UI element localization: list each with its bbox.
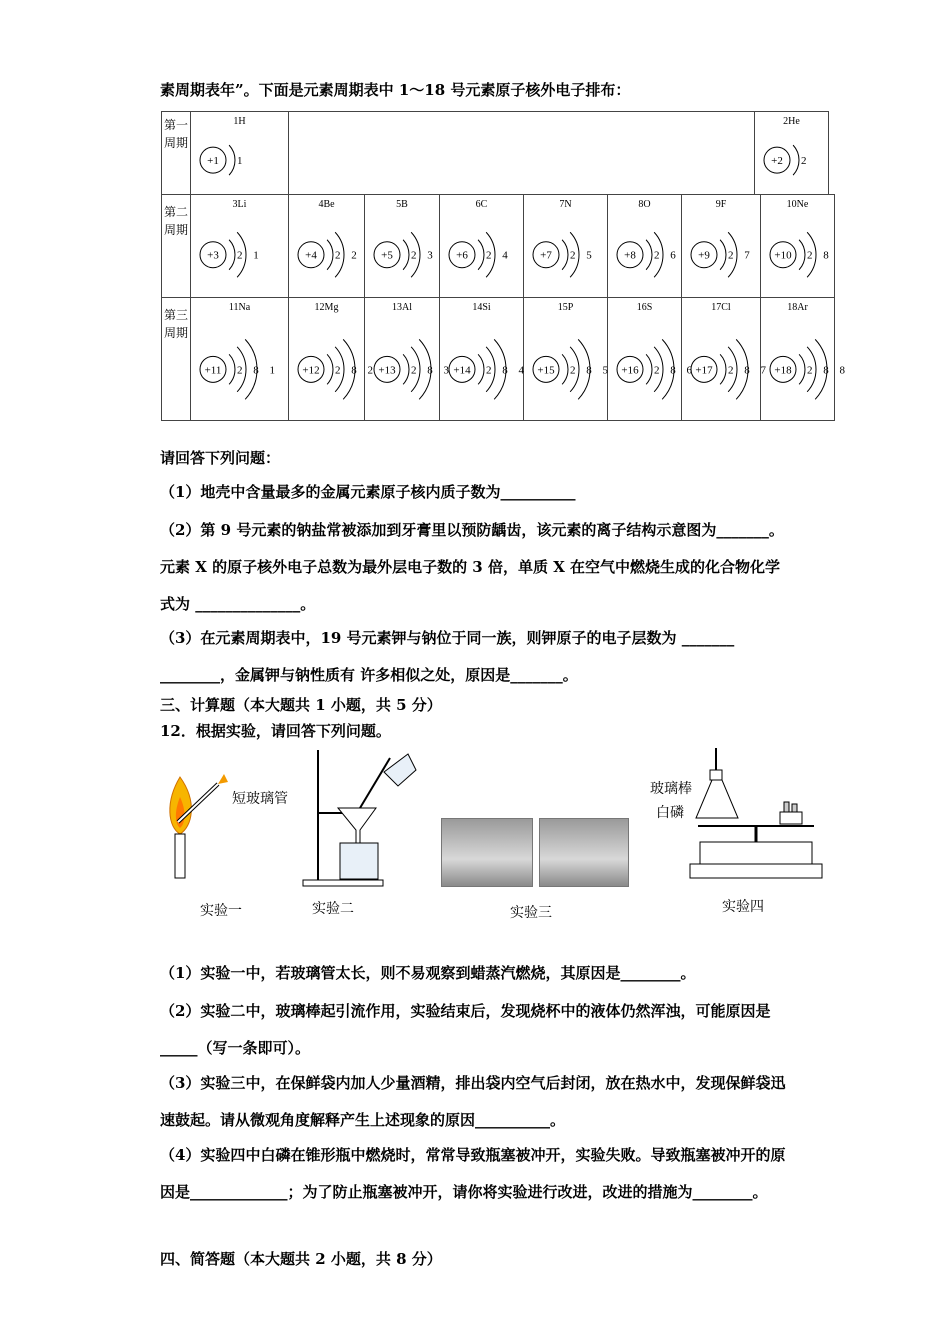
nucleus-charge: +3 — [207, 249, 219, 262]
atom-structure-diagram — [191, 195, 289, 298]
electron-shell-arc — [562, 354, 568, 384]
element-cell — [682, 195, 761, 298]
shell-electron-counts: 2 5 — [570, 249, 596, 262]
element-cell — [761, 298, 849, 421]
nucleus-charge: +12 — [302, 364, 320, 377]
periodic-table-period3 — [161, 297, 849, 421]
element-cell — [608, 298, 696, 421]
period-label: 第二周期 — [162, 195, 191, 298]
electron-shell-arc — [793, 145, 799, 175]
atom-structure-diagram — [761, 298, 849, 421]
element-cell — [608, 195, 682, 298]
element-symbol: 11Na — [228, 302, 251, 313]
element-symbol: 7N — [559, 199, 572, 210]
photo-before-heating — [441, 818, 533, 887]
element-symbol: 8O — [638, 199, 651, 210]
section-3-heading: 三、计算题（本大题共 1 小题，共 5 分） — [160, 696, 442, 714]
nucleus-charge: +18 — [774, 364, 792, 377]
atom-structure-diagram — [365, 195, 440, 298]
shell-electron-counts: 2 8 3 — [411, 364, 453, 377]
element-cell — [191, 112, 289, 195]
label-exp3: 实验三 — [510, 905, 552, 921]
q12-part4: （4）实验四中白磷在锥形瓶中燃烧时，常常导致瓶塞被冲开，实验失败。导致瓶塞被冲开的原因是_____________；为了防止瓶塞被冲开，请你将实验进行改进，改进的措施为________。 — [160, 1146, 786, 1201]
atom-structure-diagram — [365, 298, 453, 421]
shell-electron-counts: 2 6 — [654, 249, 680, 262]
element-symbol: 17Cl — [711, 302, 731, 313]
shell-electron-counts: 2 8 8 — [807, 364, 849, 377]
element-symbol: 1H — [233, 116, 246, 127]
nucleus-charge: +10 — [774, 249, 792, 262]
electron-shell-arc — [646, 240, 652, 270]
shell-electron-counts: 1 — [237, 155, 247, 168]
element-symbol: 16S — [636, 302, 653, 313]
element-cell — [761, 195, 835, 298]
element-symbol: 6C — [475, 199, 488, 210]
shell-electron-counts: 2 8 2 — [335, 364, 377, 377]
element-cell — [682, 298, 770, 421]
nucleus-charge: +1 — [207, 155, 219, 168]
element-cell — [755, 112, 829, 195]
shell-electron-counts: 2 8 1 — [237, 364, 279, 377]
electron-shell-arc — [229, 145, 235, 175]
photo-after-heating — [539, 818, 629, 887]
element-symbol: 12Mg — [314, 302, 339, 313]
shell-electron-counts: 2 — [801, 155, 811, 168]
element-symbol: 2He — [783, 116, 800, 127]
atom-structure-diagram — [524, 195, 608, 298]
electron-shell-arc — [646, 354, 652, 384]
electron-shell-arc — [229, 240, 235, 270]
nucleus-charge: +17 — [695, 364, 713, 377]
element-cell — [289, 195, 365, 298]
atom-structure-diagram — [755, 112, 829, 195]
element-cell — [289, 298, 377, 421]
shell-electron-counts: 2 8 6 — [654, 364, 696, 377]
shell-electron-counts: 2 1 — [237, 249, 263, 262]
element-cell — [365, 195, 440, 298]
nucleus-charge: +11 — [204, 364, 222, 377]
element-cell — [440, 195, 524, 298]
atom-structure-diagram — [682, 195, 761, 298]
q12-part1: （1）实验一中，若玻璃管太长，则不易观察到蜡蒸汽燃烧，其原因是________。 — [160, 964, 696, 982]
electron-shell-arc — [799, 354, 805, 384]
periodic-table-period2 — [161, 194, 835, 298]
atom-structure-diagram — [608, 298, 696, 421]
nucleus-charge: +4 — [305, 249, 317, 262]
element-symbol: 3Li — [232, 199, 247, 210]
period-label: 第一周期 — [162, 112, 191, 195]
electron-shell-arc — [403, 240, 409, 270]
element-symbol: 9F — [715, 199, 727, 210]
element-symbol: 4Be — [318, 199, 335, 210]
q12-title: 12．根据实验，请回答下列问题。 — [160, 722, 391, 740]
label-white-phosphorus: 白磷 — [656, 805, 684, 821]
label-exp4: 实验四 — [722, 899, 764, 915]
label-short-glass-tube: 短玻璃管 — [232, 791, 288, 807]
balance-experiment-figure — [688, 744, 828, 889]
element-symbol: 13Al — [392, 302, 412, 313]
electron-shell-arc — [720, 240, 726, 270]
atom-structure-diagram — [524, 298, 612, 421]
nucleus-charge: +16 — [621, 364, 639, 377]
nucleus-charge: +6 — [456, 249, 468, 262]
section-4-heading: 四、简答题（本大题共 2 小题，共 8 分） — [160, 1250, 442, 1268]
electron-shell-arc — [229, 354, 235, 384]
electron-shell-arc — [478, 240, 484, 270]
period-label: 第三周期 — [162, 298, 191, 421]
nucleus-charge: +7 — [540, 249, 552, 262]
element-symbol: 14Si — [472, 302, 491, 313]
atom-structure-diagram — [191, 112, 289, 195]
element-cell — [524, 298, 612, 421]
element-cell — [191, 298, 289, 421]
nucleus-charge: +15 — [537, 364, 555, 377]
shell-electron-counts: 2 2 — [335, 249, 361, 262]
element-cell — [365, 298, 453, 421]
candle-experiment-figure — [160, 762, 310, 882]
electron-shell-arc — [403, 354, 409, 384]
atom-structure-diagram — [191, 298, 289, 421]
atom-structure-diagram — [608, 195, 682, 298]
atom-structure-diagram — [289, 195, 365, 298]
shell-electron-counts: 2 8 4 — [486, 364, 528, 377]
shell-electron-counts: 2 8 — [807, 249, 833, 262]
nucleus-charge: +14 — [453, 364, 471, 377]
nucleus-charge: +13 — [378, 364, 396, 377]
shell-electron-counts: 2 8 7 — [728, 364, 770, 377]
shell-electron-counts: 2 7 — [728, 249, 754, 262]
element-symbol: 18Ar — [787, 302, 808, 313]
q12-part2: （2）实验二中，玻璃棒起引流作用，实验结束后，发现烧杯中的液体仍然浑浊，可能原因是_____（写一条即可）。 — [160, 1002, 771, 1057]
label-glass-rod: 玻璃棒 — [650, 781, 692, 797]
electron-shell-arc — [562, 240, 568, 270]
electron-shell-arc — [720, 354, 726, 384]
label-exp1: 实验一 — [200, 903, 242, 919]
q11-part2: （2）第 9 号元素的钠盐常被添加到牙膏里以预防龋齿，该元素的离子结构示意图为_______。元素 X 的原子核外电子总数为最外层电子数的 3 倍，单质 X 在空气中燃烧生成的化合物化学式为 ______________。 — [160, 521, 784, 613]
q11-part3: （3）在元素周期表中，19 号元素钾与钠位于同一族，则钾原子的电子层数为 _______ ________，金属钾与钠性质有 许多相似之处，原因是_______。 — [160, 629, 735, 684]
nucleus-charge: +5 — [381, 249, 393, 262]
q11-part1: （1）地壳中含量最多的金属元素原子核内质子数为__________ — [160, 483, 576, 501]
q11-prompt: 请回答下列问题： — [160, 449, 281, 467]
element-cell — [440, 298, 528, 421]
q12-part3: （3）实验三中，在保鲜袋内加人少量酒精，排出袋内空气后封闭，放在热水中，发现保鲜袋迅速鼓起。请从微观角度解释产生上述现象的原因__________。 — [160, 1074, 786, 1129]
electron-shell-arc — [478, 354, 484, 384]
atom-structure-diagram — [440, 195, 524, 298]
electron-shell-arc — [799, 240, 805, 270]
element-symbol: 10Ne — [786, 199, 809, 210]
element-symbol: 15P — [557, 302, 574, 313]
filtration-figure — [298, 748, 418, 888]
shell-electron-counts: 2 4 — [486, 249, 512, 262]
electron-shell-arc — [327, 354, 333, 384]
atom-structure-diagram — [682, 298, 770, 421]
shell-electron-counts: 2 8 5 — [570, 364, 612, 377]
empty-cell — [289, 112, 755, 195]
atom-structure-diagram — [761, 195, 835, 298]
label-exp2: 实验二 — [312, 901, 354, 917]
element-cell — [191, 195, 289, 298]
nucleus-charge: +2 — [771, 155, 783, 168]
intro-text: 素周期表年”。下面是元素周期表中 1～18 号元素原子核外电子排布： — [160, 81, 631, 99]
nucleus-charge: +8 — [624, 249, 636, 262]
atom-structure-diagram — [440, 298, 528, 421]
periodic-table — [161, 111, 829, 195]
nucleus-charge: +9 — [698, 249, 710, 262]
element-symbol: 5B — [396, 199, 408, 210]
element-cell — [524, 195, 608, 298]
shell-electron-counts: 2 3 — [411, 249, 437, 262]
atom-structure-diagram — [289, 298, 377, 421]
electron-shell-arc — [327, 240, 333, 270]
